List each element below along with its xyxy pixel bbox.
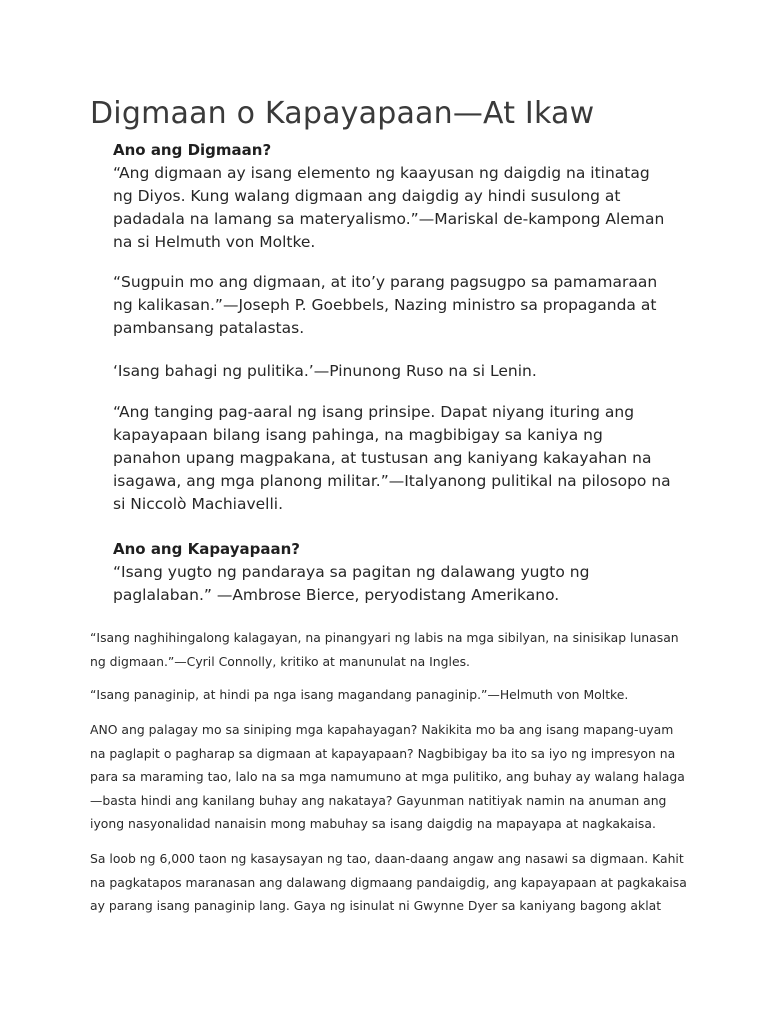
paragraph-intro-block xyxy=(90,718,690,836)
quote-goebbels: “Sugpuin mo ang digmaan, at ito’y parang pagsugpo sa pamamaraan ng kalikasan.”—Joseph P. Goebbels, Nazing ministro sa propaganda at pambansang patalastas. xyxy=(113,273,658,337)
paragraph-history: Sa loob ng 6,000 taon ng kasaysayan ng tao, daan-daang angaw ang nasawi sa digmaan. Kahit na pagkatapos maranasan ang dalawang digmaang pandaigdig, ang kapayapaan at pagkakaisa ay parang isang panaginip lang. Gaya ng isinulat ni Gwynne Dyer sa kaniyang bagong aklat xyxy=(90,851,687,913)
war-heading: Ano ang Digmaan? xyxy=(113,141,272,159)
quote-goebbels-block xyxy=(113,271,673,340)
war-section xyxy=(113,139,673,254)
paragraph-moltke-dream-block xyxy=(90,683,690,707)
paragraph-moltke-dream: “Isang panaginip, at hindi pa nga isang magandang panaginip.”—Helmuth von Moltke. xyxy=(90,687,629,702)
document-title: Digmaan o Kapayapaan—At Ikaw xyxy=(90,96,595,131)
peace-section xyxy=(113,538,658,607)
quote-bierce: “Isang yugto ng pandaraya sa pagitan ng dalawang yugto ng paglalaban.” —Ambrose Bierce, peryodistang Amerikano. xyxy=(113,563,590,604)
quote-machiavelli: “Ang tanging pag-aaral ng isang prinsipe. Dapat niyang ituring ang kapayapaan bilang isang pahinga, na magbibigay sa kaniya ng panahon upang magpakana, at tustusan ang kaniyang kakayahan na isagawa, ang mga planong militar.”—Italyanong pulitikal na pilosopo na si Niccolò Machiavelli. xyxy=(113,403,671,513)
quote-moltke-war: “Ang digmaan ay isang elemento ng kaayusan ng daigdig na itinatag ng Diyos. Kung walang digmaan ang daigdig ay hindi susulong at padadala na lamang sa materyalismo.”—Mariskal de-kampong Aleman na si Helmuth von Moltke. xyxy=(113,164,665,251)
paragraph-connolly: “Isang naghihingalong kalagayan, na pinangyari ng labis na mga sibilyan, na sinisikap lunasan ng digmaan.”—Cyril Connolly, kritiko at manunulat na Ingles. xyxy=(90,630,679,669)
quote-machiavelli-block xyxy=(113,401,673,516)
quote-lenin-block xyxy=(113,360,673,383)
paragraph-intro: ANO ang palagay mo sa siniping mga kapahayagan? Nakikita mo ba ang isang mapang-uyam na paglapit o pagharap sa digmaan at kapayapaan? Nagbibigay ba ito sa iyo ng impresyon na para sa maraming tao, lalo na sa mga namumuno at mga pulitiko, ang buhay ay walang halaga—basta hindi ang kanilang buhay ang nakataya? Gayunman natitiyak namin na anuman ang iyong nasyonalidad nanaisin mong mabuhay sa isang daigdig na mapayapa at nagkakaisa. xyxy=(90,722,685,831)
paragraph-connolly-block xyxy=(90,626,690,673)
paragraph-history-block xyxy=(90,847,690,918)
quote-lenin: ‘Isang bahagi ng pulitika.’—Pinunong Ruso na si Lenin. xyxy=(113,362,537,380)
peace-heading: Ano ang Kapayapaan? xyxy=(113,540,300,558)
